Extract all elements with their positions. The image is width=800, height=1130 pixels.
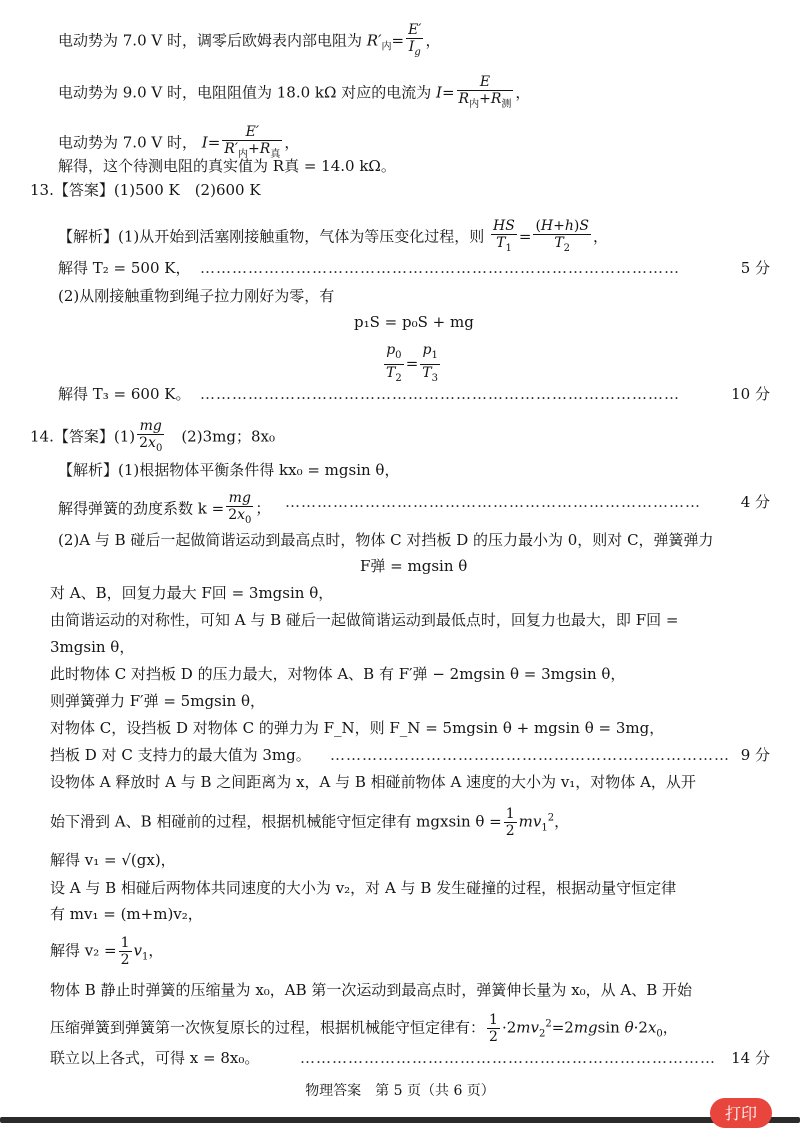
q14-line: 联立以上各式，可得 x = 8x₀。 — [50, 1049, 260, 1067]
dot-leader: …………………………………………………………………… — [300, 1049, 716, 1067]
q14-part2: (2)A 与 B 碰后一起做简谐运动到最高点时，物体 C 对挡板 D 的压力最小为 0，则对 C，弹簧弹力 — [58, 531, 714, 549]
q14-line: 由简谐运动的对称性，可知 A 与 B 碰后一起做简谐运动到最低点时，回复力也最大，即 F回 = — [50, 611, 679, 629]
q14-analysis-1: 【解析】(1)根据物体平衡条件得 kx₀ = mgsin θ， — [58, 461, 400, 479]
q14-energy-spring: 压缩弹簧到弹簧第一次恢复原长的过程，根据机械能守恒定律有： $\frac{1}{2}$ $\cdot 2mv_2^2=2mgsin$ $\theta\cdot 2x_0$， — [50, 1012, 678, 1045]
score-10: 10 分 — [731, 385, 770, 403]
q14-energy-eq: 始下滑到 A、B 相碰前的过程，根据机械能守恒定律有 mgxsin θ = $\frac{1}{2}$ $mv_1^2$， — [50, 806, 570, 839]
q14-v2: 解得 v₂ = $\frac{1}{2}$ $v_1$， — [50, 935, 164, 968]
q13-result-t3: 解得 T₃ = 600 K。 — [58, 385, 191, 403]
q13-equation-pressure: p₁S = p₀S + mg — [354, 313, 474, 331]
q14-spring-force-eq: F弹 = mgsin θ — [360, 557, 468, 575]
page-bottom-bar — [0, 1117, 800, 1123]
line-emf-9v-current: 电动势为 9.0 V 时，电阻阻值为 18.0 kΩ 对应的电流为 I= $\frac{E}{R_内+R_测}$ ， — [58, 74, 531, 110]
q14-line: 解得 v₁ = √(gx)， — [50, 851, 176, 869]
q14-line: 设物体 A 释放时 A 与 B 之间距离为 x，A 与 B 相碰前物体 A 速度的大小为 v₁，对物体 A，从开 — [50, 773, 696, 791]
dot-leader: …………………………………………………………………… — [285, 493, 701, 511]
q14-line: 挡板 D 对 C 支持力的最大值为 3mg。 — [50, 746, 311, 764]
q13-equation-ratio: $\frac{p_0}{T_2}$ = $\frac{p_1}{T_3}$ — [386, 342, 439, 384]
print-button[interactable]: 打印 — [710, 1098, 772, 1128]
q14-line: 对物体 C，设挡板 D 对物体 C 的弹力为 F_N，则 F_N = 5mgsin θ + mgsin θ = 3mg， — [50, 719, 665, 737]
page-footer: 物理答案 第 5 页（共 6 页） — [305, 1083, 495, 1099]
dot-leader: ………………………………………………………………… — [330, 746, 730, 764]
q14-line: 设 A 与 B 相碰后两物体共同速度的大小为 v₂，对 A 与 B 发生碰撞的过程，根据动量守恒定律 — [50, 879, 677, 897]
q14-answer: 14.【答案】(1) $\frac{mg}{2x_0}$ (2)3mg；8x₀ — [30, 418, 275, 454]
q14-stiffness: 解得弹簧的劲度系数 k = $\frac{mg}{2x_0}$ ； — [58, 490, 271, 526]
q14-line: 物体 B 静止时弹簧的压缩量为 x₀，AB 第一次运动到最高点时，弹簧伸长量为 x₀，从 A、B 开始 — [50, 981, 693, 999]
dot-leader: ……………………………………………………………………………… — [200, 259, 680, 277]
q13-result-t2: 解得 T₂ = 500 K， — [58, 259, 191, 277]
score-5: 5 分 — [740, 259, 770, 277]
q14-line: 3mgsin θ， — [50, 638, 135, 656]
q14-line: 有 mv₁ = (m+m)v₂， — [50, 905, 203, 923]
score-9: 9 分 — [740, 746, 770, 764]
q14-line: 对 A、B，回复力最大 F回 = 3mgsin θ， — [50, 584, 334, 602]
score-4: 4 分 — [740, 493, 770, 511]
line-true-resistance: 解得，这个待测电阻的真实值为 R真 = 14.0 kΩ。 — [58, 157, 396, 175]
q13-answer: 13.【答案】(1)500 K (2)600 K — [30, 181, 261, 199]
q14-line: 此时物体 C 对挡板 D 的压力最大，对物体 A、B 有 F′弹 − 2mgsin θ = 3mgsin θ， — [50, 665, 626, 683]
score-14: 14 分 — [731, 1049, 770, 1067]
q14-line: 则弹簧弹力 F′弹 = 5mgsin θ， — [50, 692, 266, 710]
q13-analysis: 【解析】(1)从开始到活塞刚接触重物，气体为等压变化过程，则 $\frac{HS}{T_1}$ = $\frac{(H+h)S}{T_2}$ ， — [58, 218, 608, 254]
dot-leader: ……………………………………………………………………………… — [200, 385, 680, 403]
line-emf-7v-current: 电动势为 7.0 V 时， I= $\frac{E'}{R'_内+R_真}$ ， — [58, 124, 300, 160]
q13-part2: (2)从刚接触重物到绳子拉力刚好为零，有 — [58, 287, 335, 305]
line-emf-7v-internal: 电动势为 7.0 V 时，调零后欧姆表内部电阻为 $R'_内=$ $\frac{E'}{I_g}$ ， — [58, 22, 441, 58]
